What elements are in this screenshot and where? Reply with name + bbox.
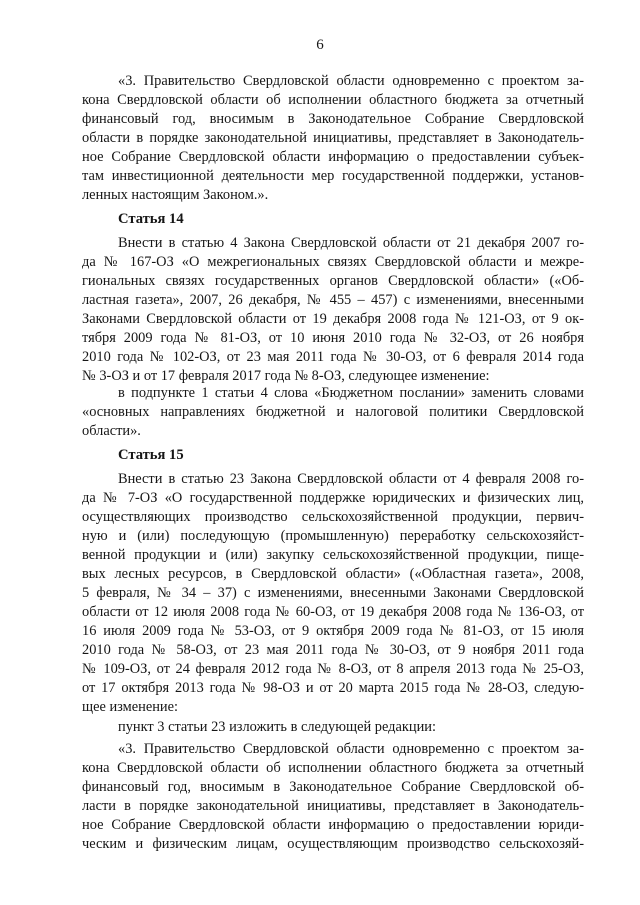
paragraph-line: финансовый год, вносимым в Законодательное Собрание Свердловской об- (82, 779, 584, 795)
paragraph-line: области от 12 июля 2008 года № 60-ОЗ, от 19 декабря 2008 года № 136-ОЗ, от (82, 604, 584, 620)
paragraph-line: ластная газета», 2007, 26 декабря, № 455 – 457) с изменениями, внесенными (82, 292, 584, 308)
paragraph-line: № 3-ОЗ и от 17 февраля 2017 года № 8-ОЗ, следующее изменение: (82, 368, 490, 384)
paragraph-line: осуществляющих производство сельскохозяйственной продукции, первич- (82, 509, 584, 525)
paragraph-line: 2010 года № 102-ОЗ, от 23 мая 2011 года № 30-ОЗ, от 6 февраля 2014 года (82, 349, 584, 365)
paragraph-line: Внести в статью 4 Закона Свердловской области от 21 декабря 2007 го- (118, 235, 584, 251)
paragraph-line: да № 167-ОЗ «О межрегиональных связях Свердловской области и межре- (82, 254, 584, 270)
paragraph-line: «3. Правительство Свердловской области одновременно с проектом за- (118, 73, 584, 89)
paragraph-line: ную и (или) последующую (промышленную) переработку сельскохозяйст- (82, 528, 584, 544)
paragraph-line: ное Собрание Свердловской области информацию о предоставлении юриди- (82, 817, 584, 833)
page-number: 6 (316, 37, 324, 53)
paragraph-line: 5 февраля, № 34 – 37) с изменениями, внесенными Законами Свердловской (82, 585, 584, 601)
paragraph-line: кона Свердловской области об исполнении областного бюджета за отчетный (82, 92, 584, 108)
paragraph-line: кона Свердловской области об исполнении областного бюджета за отчетный (82, 760, 584, 776)
paragraph-line: области». (82, 423, 141, 439)
paragraph-line: вых лесных ресурсов, в Свердловской области» («Областная газета», 2008, (82, 566, 584, 582)
paragraph-line: 2010 года № 58-ОЗ, от 23 мая 2011 года № 30-ОЗ, от 9 ноября 2011 года (82, 642, 584, 658)
paragraph-line: «3. Правительство Свердловской области одновременно с проектом за- (118, 741, 584, 757)
paragraph-line: 16 июля 2009 года № 53-ОЗ, от 9 октября 2009 года № 81-ОЗ, от 15 июля (82, 623, 584, 639)
paragraph-line: ческим и физическим лицам, осуществляющим производство сельскохозяй- (82, 836, 584, 852)
paragraph-line: венной продукции и (или) закупку сельскохозяйственной продукции, пище- (82, 547, 584, 563)
paragraph-line: области в порядке законодательной инициативы, представляет в Законодатель- (82, 130, 584, 146)
paragraph-line: ласти в порядке законодательной инициативы, представляет в Законодатель- (82, 798, 584, 814)
paragraph-line: финансовый год, вносимым в Законодательное Собрание Свердловской (82, 111, 584, 127)
paragraph-line: в подпункте 1 статьи 4 слова «Бюджетном послании» заменить словами (118, 385, 584, 401)
paragraph-line: ленных настоящим Законом.». (82, 187, 269, 203)
article-heading: Статья 14 (118, 211, 184, 227)
paragraph-line: «основных направлениях бюджетной и налоговой политики Свердловской (82, 404, 584, 420)
paragraph-line: Внести в статью 23 Закона Свердловской области от 4 февраля 2008 го- (118, 471, 584, 487)
paragraph-line: гиональных связях государственных органов Свердловской области» («Об- (82, 273, 584, 289)
paragraph-line: да № 7-ОЗ «О государственной поддержке юридических и физических лиц, (82, 490, 584, 506)
paragraph-line: Законами Свердловской области от 19 декабря 2008 года № 121-ОЗ, от 9 ок- (82, 311, 584, 327)
paragraph-line: тября 2009 года № 81-ОЗ, от 10 июня 2010 года № 32-ОЗ, от 26 ноября (82, 330, 584, 346)
paragraph-line: от 17 октября 2013 года № 98-ОЗ и от 20 марта 2015 года № 28-ОЗ, следую- (82, 680, 584, 696)
paragraph-line: пункт 3 статьи 23 изложить в следующей редакции: (118, 719, 436, 735)
paragraph-line: № 109-ОЗ, от 24 февраля 2012 года № 8-ОЗ, от 8 апреля 2013 года № 25-ОЗ, (82, 661, 584, 677)
paragraph-line: щее изменение: (82, 699, 179, 715)
paragraph-line: ное Собрание Свердловской области информацию о предоставлении субъек- (82, 149, 584, 165)
paragraph-line: там инвестиционной деятельности мер государственной поддержки, установ- (82, 168, 584, 184)
article-heading: Статья 15 (118, 447, 184, 463)
